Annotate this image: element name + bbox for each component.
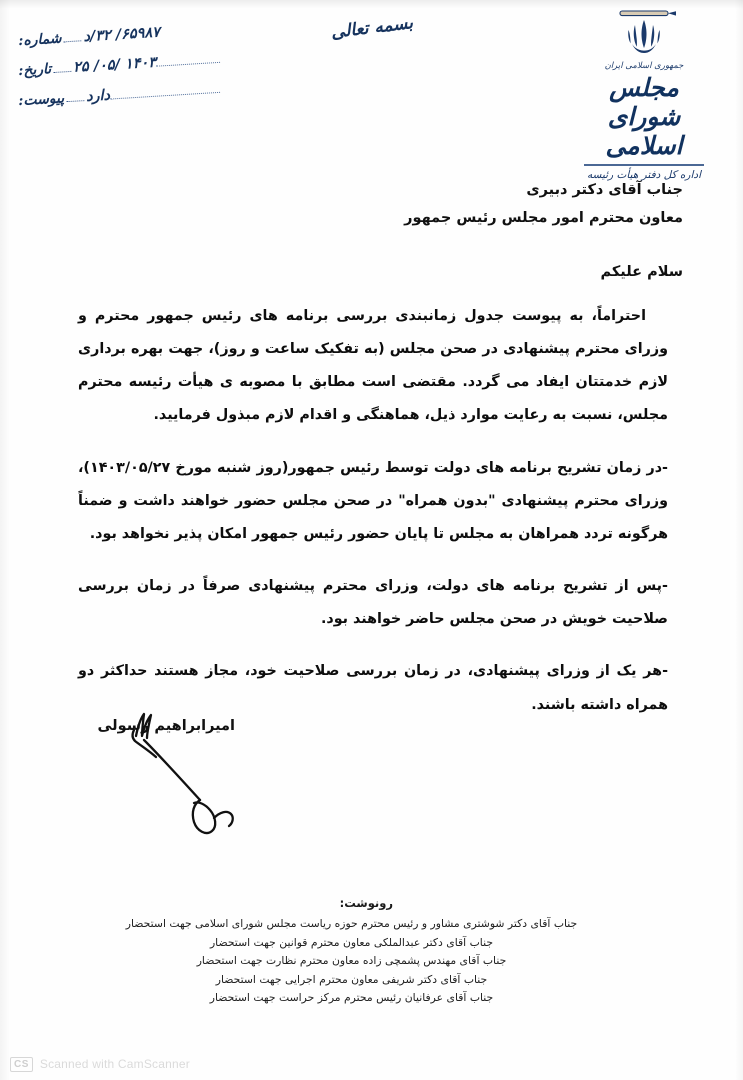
- cc-item: جناب آقای مهندس پشمچی زاده معاون محترم نظارت جهت استحضار: [196, 954, 507, 968]
- reference-attachment-rule: [110, 92, 220, 100]
- reference-number-dots: [64, 40, 82, 42]
- camscanner-text: Scanned with CamScanner: [39, 1057, 190, 1072]
- body-paragraph-4: -هر یک از وزرای پیشنهادی، در زمان بررسی صلاحیت خود، مجاز هستند حداکثر دو همراه داشته باشند.: [78, 663, 668, 713]
- handwritten-signature-icon: [118, 700, 278, 850]
- body-paragraph-1: احتراماً، به پیوست جدول زمانبندی بررسی برنامه های رئیس جمهور محترم و وزرای محترم پیشنهادی در صحن مجلس (به تفکیک ساعت و روز)، جهت بهره برداری لازم خدمتتان ایفاد می گردد. مقتضی است مطابق با مصوبه ی هیأت رئیسه محترم مجلس، نسبت به رعایت موارد ذیل، هماهنگی و اقدام لازم مبذول فرمایید.: [78, 308, 668, 424]
- letterhead-logo: [569, 8, 719, 181]
- addressee-line-2: معاون محترم امور مجلس رئیس جمهور: [404, 210, 683, 227]
- iran-emblem-icon: [606, 8, 682, 62]
- cc-item: جناب آقای دکتر شوشتری مشاور و رئیس محترم حوزه ریاست مجلس شورای اسلامی جهت استحضار: [125, 917, 578, 930]
- reference-attachment-value: دارد: [85, 86, 111, 105]
- reference-date-label: تاریخ:: [17, 61, 52, 80]
- reference-number-row: [14, 20, 225, 50]
- cc-item: جناب آقای دکتر عبدالملکی معاون محترم قوانین جهت استحضار: [209, 935, 494, 949]
- addressee-block: [60, 176, 683, 233]
- signature-block: [0, 700, 420, 850]
- scan-edge-shadow-right: [735, 0, 743, 1080]
- cc-item: جناب آقای عرفانیان رئیس محترم مرکز حراست جهت استحضار: [209, 991, 494, 1005]
- cc-item: جناب آقای دکتر شریفی معاون محترم اجرایی جهت استحضار: [215, 972, 488, 986]
- basmala-inscription: بسمه تعالی: [329, 13, 414, 43]
- letterhead-department: اداره کل دفتر هیأت رئیسه: [587, 169, 701, 182]
- reference-date-dots: [53, 71, 71, 73]
- cc-title: رونوشت:: [339, 896, 393, 910]
- reference-date-value: ۱۴۰۳ /۰۵/ ۲۵: [72, 53, 157, 76]
- signatory-name: امیرابراهیم رسولی: [97, 718, 235, 734]
- reference-attachment-row: [14, 80, 225, 110]
- reference-attachment-dots: [66, 100, 84, 102]
- letterhead-divider: [584, 164, 704, 166]
- reference-date-row: [14, 50, 225, 80]
- reference-date-rule: [156, 62, 220, 67]
- camscanner-watermark: [10, 1057, 190, 1073]
- reference-attachment-label: پیوست:: [17, 90, 65, 110]
- scan-edge-shadow-left: [0, 0, 10, 1080]
- letterhead-organization: مجلس شورای اسلامی: [605, 73, 683, 160]
- letter-body: [78, 300, 668, 741]
- body-paragraph-2: -در زمان تشریح برنامه های دولت توسط رئیس جمهور(روز شنبه مورخ ۱۴۰۳/۰۵/۲۷)، وزرای محترم پیشنهادی "بدون همراه" در صحن مجلس حضور خواهند داشت و ضمناً هرگونه تردد همراهان به مجلس تا پایان حضور رئیس جمهور امکان پذیر نخواهد بود.: [78, 459, 668, 542]
- body-paragraph-3: -پس از تشریح برنامه های دولت، وزرای محترم پیشنهادی صرفاً در زمان بررسی صلاحیت خویش در صحن مجلس حاضر خواهند بود.: [78, 578, 668, 628]
- salutation: سلام علیکم: [600, 264, 683, 280]
- addressee-line-1: جناب آقای دکتر دبیری: [526, 182, 683, 198]
- cc-block: [50, 896, 693, 1008]
- reference-block: [14, 23, 224, 116]
- reference-number-label: شماره:: [17, 30, 62, 50]
- letterhead-country-line: جمهوری اسلامی ایران: [604, 61, 684, 71]
- camscanner-badge-icon: CS: [10, 1057, 33, 1073]
- reference-number-value: ۶۵۹۸۷/ ۳۲/د: [82, 23, 161, 46]
